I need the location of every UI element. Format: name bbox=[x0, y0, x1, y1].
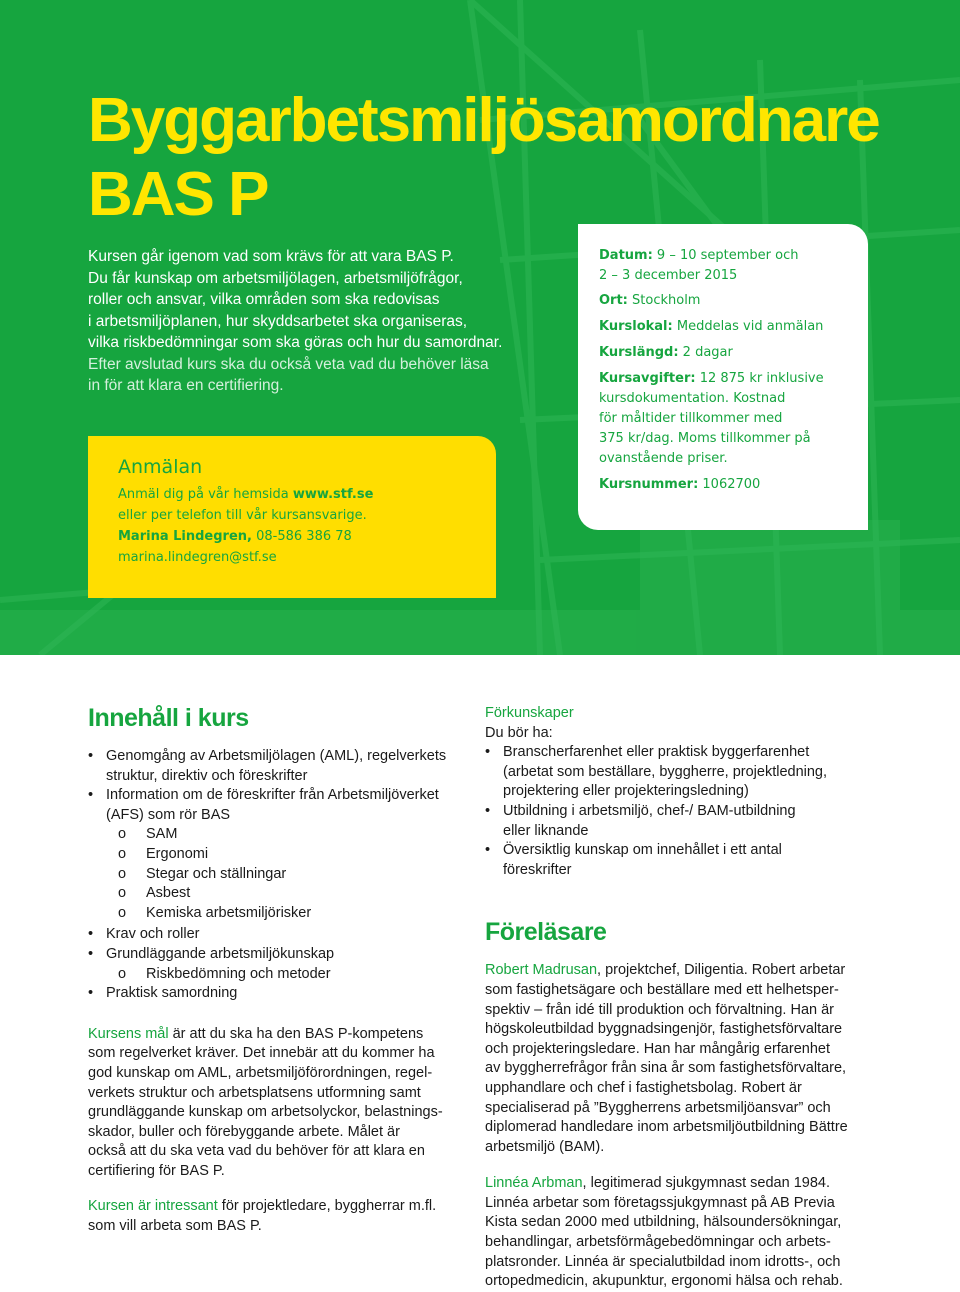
fees-line: för måltider tillkommer med bbox=[599, 411, 783, 426]
lecturer-2-title: , legitimerad sjukgymnast sedan 1984. bbox=[582, 1175, 830, 1192]
sub-bullet-icon: o bbox=[118, 965, 127, 982]
date-value-2: 2 – 3 december 2015 bbox=[599, 268, 738, 283]
goal-line: verkets struktur och arbetsplatsens utformning samt bbox=[88, 1084, 421, 1101]
lecturers-heading: Föreläsare bbox=[485, 918, 607, 947]
info-course-number bbox=[599, 475, 868, 495]
intro-line: roller och ansvar, vilka områden som ska redovisas bbox=[88, 291, 440, 308]
list-item bbox=[88, 786, 468, 825]
item-text: eller liknande bbox=[503, 822, 589, 839]
sub-item-text: Stegar och ställningar bbox=[146, 865, 287, 882]
lecturer-line: specialiserad på ”Byggherrens arbetsmiljöansvar” och bbox=[485, 1099, 831, 1116]
lecturer-line: och projekteringsledare. Han har mångårig erfarenhet bbox=[485, 1040, 830, 1057]
sub-list bbox=[88, 825, 468, 923]
date-label: Datum: bbox=[599, 248, 653, 263]
sub-bullet-icon: o bbox=[118, 904, 127, 921]
item-text: Krav och roller bbox=[106, 926, 200, 943]
sub-bullet-icon: o bbox=[118, 826, 127, 843]
lecturer-line: som fastighetsägare och beställare med ett helhetsper- bbox=[485, 981, 839, 998]
item-text: (AFS) som rör BAS bbox=[106, 806, 231, 823]
right-column bbox=[485, 704, 880, 1292]
bullet-icon: • bbox=[485, 744, 491, 761]
goal-line: skador, buller och förebyggande arbete. Målet är bbox=[88, 1123, 400, 1140]
sub-list-item bbox=[88, 825, 468, 845]
intro-line: Efter avslutad kurs ska du också veta vad du behöver läsa bbox=[88, 355, 489, 373]
bullet-icon: • bbox=[88, 926, 94, 943]
sub-bullet-icon: o bbox=[118, 865, 127, 882]
fees-label: Kursavgifter: bbox=[599, 371, 696, 386]
sub-item-text: Kemiska arbetsmiljörisker bbox=[146, 904, 312, 921]
goal-line: som regelverket kräver. Det innebär att du kommer ha bbox=[88, 1045, 435, 1062]
contact-email[interactable]: marina.lindegren@stf.se bbox=[118, 550, 277, 565]
prerequisites-heading: Förkunskaper bbox=[485, 705, 574, 721]
goal-line: certifiering för BAS P. bbox=[88, 1162, 225, 1179]
target-audience-text: för projektledare, byggherrar m.fl. bbox=[217, 1198, 437, 1215]
registration-line: eller per telefon till vår kursansvarige. bbox=[118, 508, 367, 523]
info-date bbox=[599, 246, 868, 286]
fees-line: ovanstående priser. bbox=[599, 451, 728, 466]
venue-label: Kurslokal: bbox=[599, 319, 673, 334]
item-text: (arbetat som beställare, byggherre, projektledning, bbox=[503, 763, 828, 780]
item-text: Grundläggande arbetsmiljökunskap bbox=[106, 945, 335, 962]
lecturer-line: spektiv – från idé till produktion och förvaltning. Han är bbox=[485, 1001, 834, 1018]
lecturer-1-name: Robert Madrusan bbox=[485, 962, 598, 979]
registration-prefix: Anmäl dig på vår hemsida bbox=[118, 487, 293, 502]
lecturer-line: platsronder. Linnéa är specialutbildad inom idrotts-, och bbox=[485, 1253, 841, 1270]
bullet-icon: • bbox=[88, 748, 94, 764]
lecturer-line: av byggherrefrågor från sina år som fastighetsförvaltare, bbox=[485, 1060, 847, 1077]
info-location bbox=[599, 291, 868, 311]
course-goal bbox=[88, 1025, 468, 1182]
location-label: Ort: bbox=[599, 293, 628, 308]
sub-list-item bbox=[88, 884, 468, 904]
lecturer-2 bbox=[485, 1174, 880, 1292]
goal-line: god kunskap om AML, arbetsmiljöförordningen, regel- bbox=[88, 1064, 433, 1081]
item-text: föreskrifter bbox=[503, 861, 572, 878]
list-item bbox=[485, 802, 880, 841]
sub-bullet-icon: o bbox=[118, 845, 127, 862]
item-text: projektering eller projekteringsledning) bbox=[503, 783, 749, 800]
goal-line: också att du ska veta vad du behöver för att klara en bbox=[88, 1143, 425, 1160]
content-list-2 bbox=[88, 925, 468, 964]
content-list-3 bbox=[88, 984, 468, 1004]
bullet-icon: • bbox=[485, 842, 491, 859]
item-text: struktur, direktiv och föreskrifter bbox=[106, 767, 308, 784]
intro-line: in för att klara en certifiering. bbox=[88, 377, 284, 394]
item-text: Utbildning i arbetsmiljö, chef-/ BAM-utbildning bbox=[503, 802, 796, 819]
registration-line bbox=[118, 484, 496, 505]
contact-phone[interactable]: 08-586 386 78 bbox=[251, 529, 352, 544]
item-text: Branscherfarenhet eller praktisk byggerfarenhet bbox=[503, 744, 810, 761]
lecturer-line: Kista sedan 2000 med utbildning, hälsoundersökningar, bbox=[485, 1214, 842, 1231]
lecturer-line: upphandlare och chef i fastighetsbolag. Robert är bbox=[485, 1079, 802, 1096]
lecturer-1-title: , projektchef, Diligentia. Robert arbetar bbox=[597, 962, 846, 979]
fees-line: 375 kr/dag. Moms tillkommer på bbox=[599, 431, 811, 446]
sub-item-text: Asbest bbox=[146, 885, 191, 902]
bullet-icon: • bbox=[88, 787, 94, 804]
sub-list-item bbox=[88, 865, 468, 885]
fees-value: 12 875 kr inklusive bbox=[695, 371, 824, 386]
course-info-card bbox=[578, 224, 868, 530]
goal-line: grundläggande kunskap om arbetsolyckor, belastnings- bbox=[88, 1104, 443, 1121]
intro-text bbox=[88, 246, 528, 397]
registration-heading: Anmälan bbox=[118, 456, 203, 478]
target-audience-label: Kursen är intressant bbox=[88, 1198, 218, 1215]
item-text: Översiktlig kunskap om innehållet i ett antal bbox=[503, 842, 782, 859]
sub-list-item bbox=[88, 845, 468, 865]
duration-label: Kurslängd: bbox=[599, 345, 679, 360]
list-item bbox=[88, 747, 468, 786]
page-title bbox=[88, 84, 879, 232]
bullet-icon: • bbox=[485, 802, 491, 819]
list-item bbox=[88, 984, 468, 1004]
intro-line: i arbetsmiljöplanen, hur skyddsarbetet ska organiseras, bbox=[88, 312, 468, 330]
sub-item-text: SAM bbox=[146, 826, 178, 843]
intro-line: Kursen går igenom vad som krävs för att vara BAS P. bbox=[88, 248, 454, 265]
lecturer-line: högskoleutbildad byggnadsingenjör, fastighetsförvaltare bbox=[485, 1021, 843, 1038]
course-goal-text: är att du ska ha den BAS P-kompetens bbox=[168, 1025, 424, 1042]
info-venue bbox=[599, 317, 868, 337]
title-line-2: BAS P bbox=[88, 160, 268, 229]
sub-list-item bbox=[88, 965, 468, 985]
list-item bbox=[485, 743, 880, 802]
info-duration bbox=[599, 343, 868, 363]
left-column bbox=[88, 704, 468, 1237]
item-text: Information om de föreskrifter från Arbetsmiljöverket bbox=[106, 787, 439, 804]
lecturer-line: arbetsmiljö (BAM). bbox=[485, 1138, 605, 1155]
content-list bbox=[88, 747, 468, 825]
lecturer-1 bbox=[485, 961, 880, 1157]
sub-item-text: Riskbedömning och metoder bbox=[146, 965, 331, 982]
contact-name: Marina Lindegren, bbox=[118, 529, 252, 544]
item-text: Genomgång av Arbetsmiljölagen (AML), regelverkets bbox=[106, 748, 447, 764]
prerequisites-intro: Du bör ha: bbox=[485, 724, 553, 741]
course-number-value: 1062700 bbox=[698, 477, 761, 492]
sub-bullet-icon: o bbox=[118, 885, 127, 902]
location-value: Stockholm bbox=[627, 293, 701, 308]
lecturer-line: diplomerad handledare inom arbetsmiljöutbildning Bättre bbox=[485, 1119, 848, 1136]
bullet-icon: • bbox=[88, 945, 94, 962]
lecturer-line: behandlingar, arbetsförmågebedömningar och arbets- bbox=[485, 1234, 831, 1251]
fees-line: kursdokumentation. Kostnad bbox=[599, 391, 786, 406]
item-text: Praktisk samordning bbox=[106, 985, 238, 1002]
lecturer-line: ortopedmedicin, akupunktur, ergonomi hälsa och rehab. bbox=[485, 1273, 843, 1290]
list-item bbox=[88, 925, 468, 945]
sub-item-text: Ergonomi bbox=[146, 845, 209, 862]
prerequisites-list bbox=[485, 743, 880, 880]
duration-value: 2 dagar bbox=[678, 345, 733, 360]
sub-list-item bbox=[88, 904, 468, 924]
title-line-1: Byggarbetsmiljösamordnare bbox=[88, 86, 879, 155]
contact-line bbox=[118, 526, 496, 547]
list-item bbox=[485, 841, 880, 880]
sub-list-2 bbox=[88, 965, 468, 985]
venue-value: Meddelas vid anmälan bbox=[672, 319, 824, 334]
content-heading: Innehåll i kurs bbox=[88, 704, 249, 732]
course-goal-label: Kursens mål bbox=[88, 1025, 169, 1042]
info-fees bbox=[599, 369, 868, 469]
lecturer-line: Linnéa arbetar som företagssjukgymnast på AB Previa bbox=[485, 1194, 835, 1211]
course-number-label: Kursnummer: bbox=[599, 477, 699, 492]
target-audience-text-2: som vill arbeta som BAS P. bbox=[88, 1218, 262, 1235]
target-audience bbox=[88, 1197, 468, 1236]
bullet-icon: • bbox=[88, 985, 94, 1002]
lecturer-2-name: Linnéa Arbman bbox=[485, 1175, 583, 1192]
list-item bbox=[88, 945, 468, 965]
date-value: 9 – 10 september och bbox=[652, 248, 799, 263]
intro-line: Du får kunskap om arbetsmiljölagen, arbetsmiljöfrågor, bbox=[88, 269, 463, 287]
intro-line: vilka riskbedömningar som ska göras och hur du samordnar. bbox=[88, 334, 503, 351]
website-link[interactable]: www.stf.se bbox=[292, 487, 374, 502]
registration-box bbox=[88, 436, 496, 598]
